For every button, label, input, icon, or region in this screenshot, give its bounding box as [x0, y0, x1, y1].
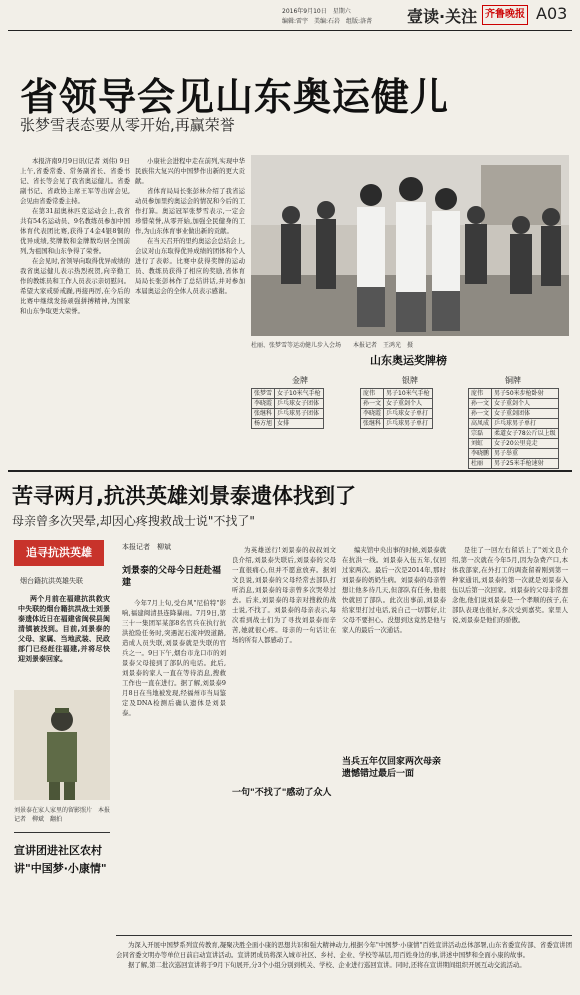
medal-athlete: 庞伟	[361, 389, 384, 399]
medal-event: 乒乓球男子单打	[492, 419, 559, 429]
newspaper-name: 齐鲁晚报	[485, 9, 525, 20]
table-row	[252, 409, 324, 419]
story2-column-3	[342, 545, 446, 745]
story1-subhead: 张梦雪表态要从零开始,再赢荣誉	[20, 116, 235, 134]
table-row	[361, 409, 433, 419]
medal-athlete: 杨方旭	[252, 419, 275, 429]
medal-event: 女排	[275, 419, 324, 429]
story1-column-2	[135, 156, 245, 428]
medal-athlete: 孙一文	[469, 399, 492, 409]
story1-paragraph: 在会见时,省领导向取得优异成绩的我省奥运健儿表示热烈祝贺,向辛勤工作的教练员和工作人员表示亲切慰问。希望大家戒骄戒躁,再接再厉,在今后的比赛中继续发扬顽强拼搏精神,为国家和山东争取更大荣誉。	[20, 257, 130, 315]
athletes-photo-image	[251, 155, 569, 336]
medal-athlete: 李晓霞	[252, 399, 275, 409]
footer-paragraph: 据了解,第二批次巡回宣讲将于9月下旬展开,分3个小组分别到机关、学校、企业进行巡回宣讲。同时,还将在宣讲期间组织开展互动交流活动。	[128, 961, 526, 969]
story1-paragraph: 小康社会进程中走在前列,实现中华民族伟大复兴的中国梦作出新的更大贡献。	[135, 157, 245, 185]
medal-athlete: 庞伟	[469, 389, 492, 399]
story2-paragraph: 今年7月上旬,受台风"尼伯特"影响,福建闽清县连降暴雨。7月9日,第三十一集团军某部8名官兵在执行抗洪抢险任务时,突遇泥石流冲毁道路,造成人员失联,刘景泰就是失联的官兵之一。9日下午,烟台市龙口市的刘景泰父母接到了部队的电话。此后,刘景泰的家人一直在等待消息,搜救工作也一直在进行。据了解,刘景泰9月8日在当地被发现,经福州市当局鉴定及DNA检测后确认遗体是刘景泰。	[122, 599, 226, 717]
medal-athlete: 高凤成	[469, 419, 492, 429]
sidebar-summary	[18, 594, 110, 684]
medal-athlete: 孙一文	[361, 399, 384, 409]
sidebar2-title-2: 讲"中国梦·小康情"	[14, 862, 107, 875]
story2-paragraph: 编夹馆中央出事的时候,刘景泰就在抗洪一线。刘景泰入伍五年,仅回过家两次。最后一次是2014年,那时刘景泰的奶奶生病。刘景泰的母亲曾想让他多待几天,但部队有任务,他很快就回了部队。此次出事前,刘景泰给家里打过电话,说自己一切都好,让父母不要担心。没想到这竟然是他与家人的最后一次通话。	[342, 546, 446, 634]
medal-athlete: 刘虹	[469, 439, 492, 449]
medal-event: 男子25米手枪速射	[492, 459, 559, 469]
table-row	[469, 459, 559, 469]
medal-athlete: 张继科	[252, 409, 275, 419]
section-title-last-visit: 当兵五年仅回家两次母亲遗憾错过最后一面	[342, 757, 442, 779]
medal-athlete: 杜丽	[469, 459, 492, 469]
medal-event: 女子重剑个人	[384, 399, 433, 409]
medal-athlete: 张继科	[361, 419, 384, 429]
gold-table	[251, 388, 349, 429]
story1-paragraph: 在第31届奥林匹克运动会上,我省共有54名运动员、9名教练员参加中国体育代表团比赛,获得了4金4银8铜的优异成绩,奖牌数和金牌数均居全国前列,为祖国和山东争得了荣誉。	[20, 207, 130, 255]
medal-event: 乒乓球男子团体	[275, 409, 324, 419]
medal-athlete: 宗磊	[469, 429, 492, 439]
medal-event: 女子10米气手枪	[275, 389, 324, 399]
story2-paragraph: 是往了一回左右留话上了"刘文良介绍,第一次就在今年5月,因为杂费产口,本体我部家,在外打工的调查留着刚到第一种家通讯,刘景泰的第一次就是刘景泰入伍以后第一次回家。刘景泰的父母非常想念他,他们说刘景泰是一个孝顺的孩子,在部队表现也很好,多次受到嘉奖。家里人说,刘景泰是他们的骄傲。	[452, 546, 568, 624]
table-row	[469, 409, 559, 419]
athletes-photo-caption: 杜丽、张梦雪等运动健儿步入会场 本报记者 王鸿光 摄	[251, 342, 414, 349]
gold-header: 金牌	[292, 376, 308, 385]
section-divider	[8, 470, 572, 472]
medal-event: 乒乓球男子单打	[384, 419, 433, 429]
story2-subhead: 母亲曾多次哭晕,却因心疼搜救战士说"不找了"	[12, 514, 255, 528]
table-row	[469, 439, 559, 449]
medal-athlete: 孙一文	[469, 409, 492, 419]
medal-event: 柔道女子78公斤以上级	[492, 429, 559, 439]
bronze-table	[468, 388, 570, 469]
table-row	[469, 419, 559, 429]
silver-header: 银牌	[402, 376, 418, 385]
medal-event: 男子10米气手枪	[384, 389, 433, 399]
header-editors: 编辑:雷宇 美编:石岩 组版:洛菁	[282, 18, 373, 25]
newspaper-logo	[482, 5, 528, 25]
table-row	[469, 449, 559, 459]
sidebar-banner	[14, 540, 104, 566]
medal-event: 女子20公里竞走	[492, 439, 559, 449]
table-row	[361, 399, 433, 409]
medal-event: 男子举重	[492, 449, 559, 459]
medal-table-title: 山东奥运奖牌榜	[370, 354, 447, 367]
story2-paragraph: 为英雄送行!刘景泰的叔叔刘文良介绍,刘景泰失联后,刘景泰的父母一直很痛心,但并不愿意放弃。据刘文良说,刘景泰的父母经常去部队打听消息,刘景泰的母亲曾多次哭晕过去。后来,刘景泰的母亲对搜救的战士说,不找了。刘景泰的母亲表示,每次看到战士们为了寻找刘景泰而辛苦,她就很心疼。母亲的一句话让在场的所有人都感动了。	[232, 546, 336, 644]
sidebar2-title-1: 宣讲团进社区农村	[14, 844, 102, 857]
story1-column-1	[20, 156, 130, 428]
table-row	[361, 419, 433, 429]
page-number: A03	[536, 4, 568, 23]
section-title-stop-searching: 一句"不找了"感动了众人	[232, 788, 332, 798]
bronze-header: 铜牌	[505, 376, 521, 385]
story2-headline: 苦寻两月,抗洪英雄刘景泰遗体找到了	[12, 484, 356, 508]
story2-reporter: 本报记者 柳斌	[122, 543, 171, 551]
soldier-photo-caption: 刘景泰在家人家里的留影照片 本报记者 柳斌 翻拍	[14, 807, 111, 823]
story2-column-2	[232, 545, 336, 765]
section-name: 壹读·关注	[407, 7, 478, 26]
sidebar-banner-text: 追寻抗洪英雄	[26, 546, 92, 559]
medal-event: 乒乓球女子单打	[384, 409, 433, 419]
section-title-parents: 刘景泰的父母今日赶赴福建	[122, 566, 222, 588]
table-row	[252, 399, 324, 409]
medal-athlete: 李晓鹏	[469, 449, 492, 459]
footer-paragraph: 为深入开展中国梦系列宣传教育,凝聚决胜全面小康的思想共识和强大精神动力,根据今年"中国梦·小康情"百姓宣讲活动总体部署,山东省委宣传部、省委宣讲团会同省委文明办等单位日前启动宣讲活动。宣讲团成员将深入城市社区、乡村、企业、学校等基层,用百姓身边的事,讲述中国梦和全面小康的故事。	[116, 941, 572, 959]
medal-event: 女子重剑个人	[492, 399, 559, 409]
footer-note	[116, 940, 572, 992]
footer-divider	[116, 935, 572, 936]
medal-event: 乒乓球女子团体	[275, 399, 324, 409]
soldier-photo	[14, 690, 110, 800]
table-row	[469, 429, 559, 439]
story1-headline: 省领导会见山东奥运健儿	[20, 75, 450, 119]
story1-paragraph: 在当天召开的里约奥运会总结会上,会议对山东取得优异成绩的团体和个人进行了表彰。比赛中获得奖牌的运动员、教练员获得了相应的奖励,省体育局局长张彭林作了总结讲话,并对参加本届奥运会的全体人员表示感谢。	[135, 237, 245, 295]
story2-column-4	[452, 545, 568, 930]
table-row	[361, 389, 433, 399]
sidebar-subtitle: 烟台籍抗洪英雄失联	[20, 577, 83, 585]
medal-athlete: 张梦雪	[252, 389, 275, 399]
story1-paragraph: 省体育局局长张彭林介绍了我省运动员参加里约奥运会的情况和今后的工作打算。奥运冠军张梦雪表示,一定会珍惜荣誉,从零开始,加强全民健身的工作,为山东体育事业做出新的贡献。	[135, 187, 245, 235]
sidebar-summary-text: 两个月前在福建抗洪救灾中失联的烟台籍抗洪战士刘景泰遗体近日在福建省闽侯县闽清镇被找到。目前,刘景泰的父母、家属、当地武装、民政部门已经赶往福建,并将尽快迎刘景泰回家。	[18, 595, 110, 663]
table-row	[252, 419, 324, 429]
header-rule	[8, 30, 572, 31]
table-row	[252, 389, 324, 399]
athletes-photo	[251, 155, 569, 336]
medal-event: 女子重剑团体	[492, 409, 559, 419]
story2-column-1	[122, 598, 226, 933]
medal-event: 男子50米步枪卧射	[492, 389, 559, 399]
soldier-photo-image	[14, 690, 110, 800]
table-row	[469, 399, 559, 409]
header-date: 2016年9月10日 星期六	[282, 8, 351, 15]
table-row	[469, 389, 559, 399]
story1-paragraph: 本报济南9月9日讯(记者 刘伟) 9日上午,省委常委、常务副省长、省委书记、省长等会见了我省奥运健儿。省委副书记、省政协主席王军等出席会见,会见由省委常委主持。	[20, 157, 130, 205]
silver-table	[360, 388, 458, 429]
sidebar-divider	[14, 832, 110, 833]
medal-athlete: 李晓霞	[361, 409, 384, 419]
